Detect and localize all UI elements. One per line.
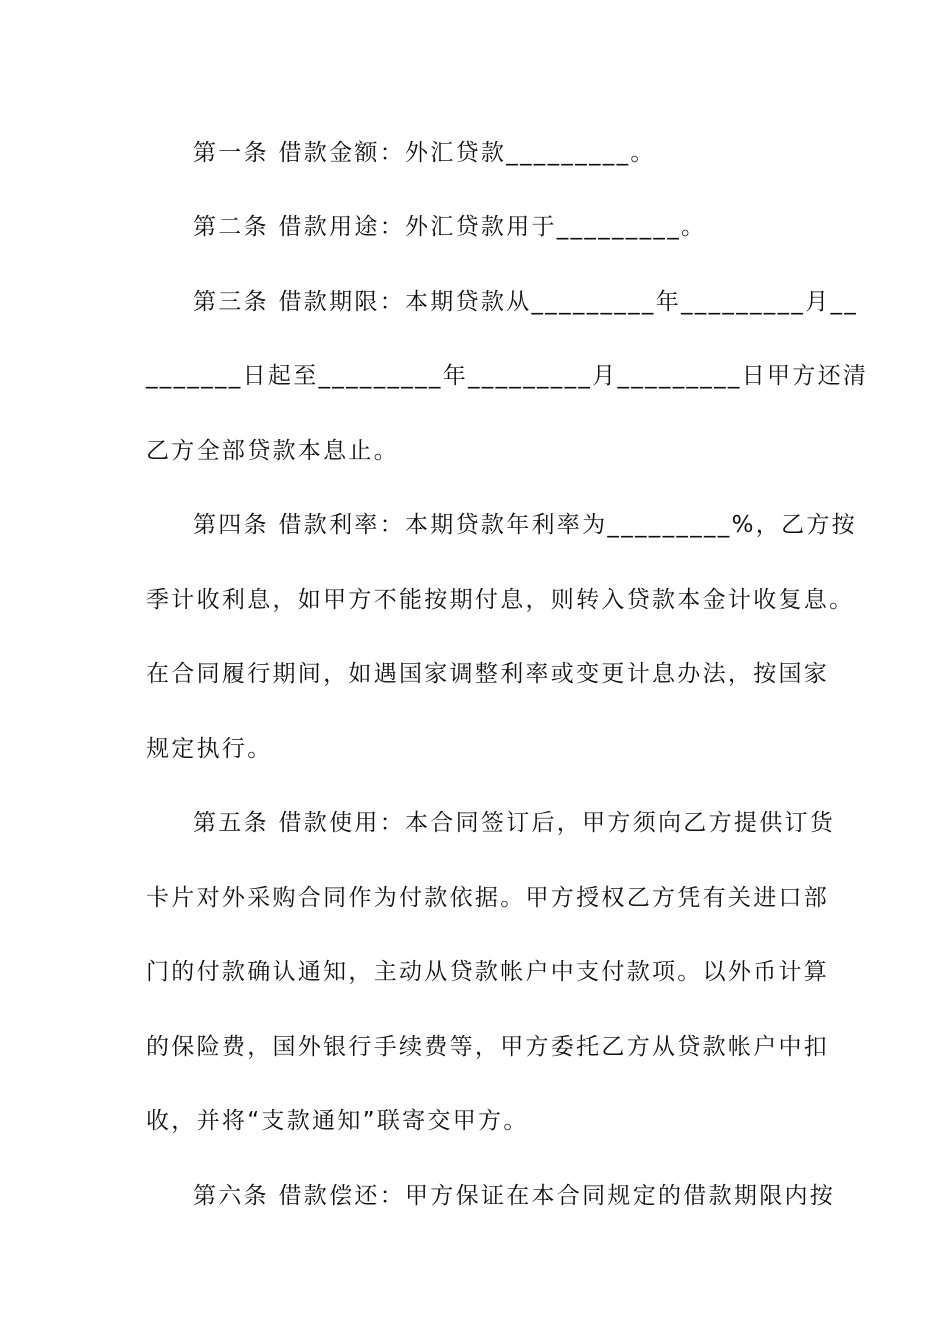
article-4-line-4: 规定执行。 — [146, 736, 273, 762]
article-3-line-3: 乙方全部贷款本息止。 — [146, 438, 399, 464]
article-4-line-2: 季计收利息，如甲方不能按期付息，则转入贷款本金计收复息。 — [146, 587, 855, 613]
article-2-line: 第二条 借款用途：外汇贷款用于_________。 — [193, 214, 707, 240]
article-5-line-5: 收，并将“支款通知”联寄交甲方。 — [146, 1108, 529, 1134]
article-5-line-3: 门的付款确认通知，主动从贷款帐户中支付款项。以外币计算 — [146, 959, 830, 985]
article-1-line: 第一条 借款金额：外汇贷款_________。 — [193, 140, 656, 166]
article-5-line-4: 的保险费，国外银行手续费等，甲方委托乙方从贷款帐户中扣 — [146, 1034, 830, 1060]
article-3-line-2: _______日起至_________年_________月_________日甲方还清 — [146, 363, 869, 389]
article-4-line-3: 在合同履行期间，如遇国家调整利率或变更计息办法，按国家 — [146, 661, 830, 687]
article-3-line-1: 第三条 借款期限：本期贷款从_________年_________月__ — [193, 289, 859, 315]
article-6-line-1: 第六条 借款偿还：甲方保证在本合同规定的借款期限内按 — [193, 1183, 836, 1209]
article-5-line-2: 卡片对外采购合同作为付款依据。甲方授权乙方凭有关进口部 — [146, 885, 830, 911]
article-5-line-1: 第五条 借款使用：本合同签订后，甲方须向乙方提供订货 — [193, 810, 836, 836]
article-4-line-1: 第四条 借款利率：本期贷款年利率为_________%，乙方按 — [193, 512, 857, 538]
